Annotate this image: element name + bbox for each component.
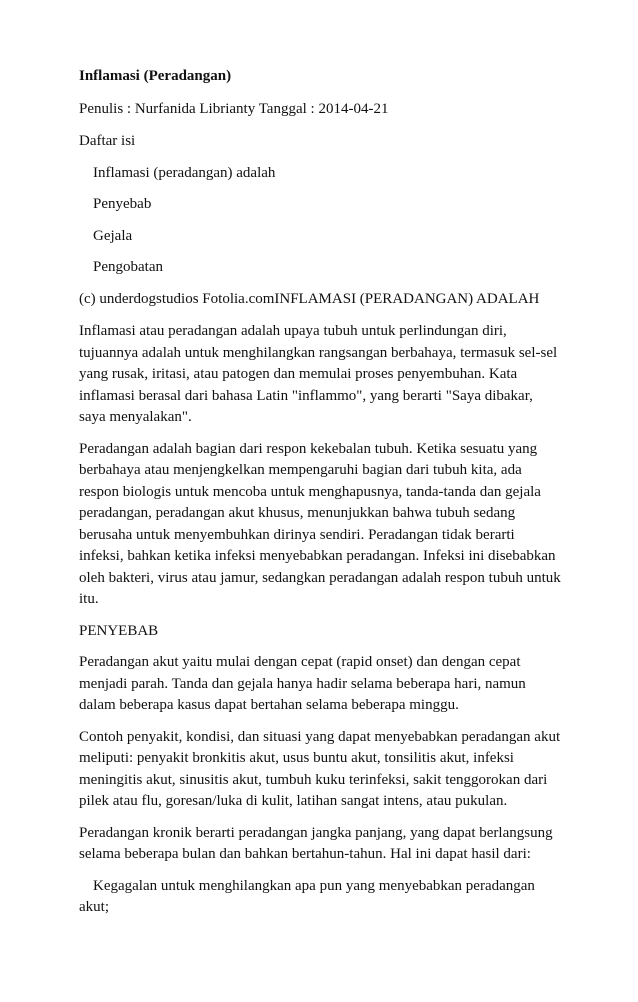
paragraph-line: oleh bakteri, virus atau jamur, sedangkan peradangan adalah respon tubuh untuk <box>79 569 561 586</box>
image-credit-heading-line: (c) underdogstudios Fotolia.comINFLAMASI (PERADANGAN) ADALAH <box>79 290 540 307</box>
paragraph-line: Contoh penyakit, kondisi, dan situasi yang dapat menyebabkan peradangan akut <box>79 728 561 745</box>
paragraph-line: selama beberapa bulan dan bahkan bertahun-tahun. Hal ini dapat hasil dari: <box>79 846 531 862</box>
paragraph-line: berbahaya atau menjengkelkan mempengaruhi bagian dari tubuh kita, ada <box>79 462 522 478</box>
paragraph-line: yang rusak, iritasi, atau patogen dan memulai proses penyembuhan. Kata <box>79 366 518 382</box>
paragraph-line: tujuannya adalah untuk menghilangkan rangsangan berbahaya, termasuk sel-sel <box>79 344 558 361</box>
paragraph-line: pilek atau flu, goresan/luka di kulit, latihan sangat intens, atau pukulan. <box>79 793 508 809</box>
paragraph-line: Peradangan akut yaitu mulai dengan cepat (rapid onset) dan dengan cepat <box>79 654 521 670</box>
paragraph-acute <box>79 652 568 717</box>
paragraph-line: saya menyalakan". <box>79 409 192 425</box>
paragraph-line: itu. <box>79 591 99 607</box>
paragraph-line: infeksi, bahkan ketika infeksi menyebabkan peradangan. Infeksi ini disebabkan <box>79 548 556 564</box>
section-heading-penyebab: PENYEBAB <box>79 622 159 639</box>
toc-item-definition[interactable]: Inflamasi (peradangan) adalah <box>93 164 276 181</box>
paragraph-line: menjadi parah. Tanda dan gejala hanya hadir selama beberapa hari, namun <box>79 675 526 692</box>
paragraph-line: meliputi: penyakit bronkitis akut, usus buntu akut, tonsilitis akut, infeksi <box>79 750 514 766</box>
paragraph-line: inflamasi berasal dari bahasa Latin "inflammo", yang berarti "Saya dibakar, <box>79 387 533 404</box>
paragraph-immune-response <box>79 439 568 611</box>
paragraph-line: dalam beberapa kasus dapat bertahan selama beberapa minggu. <box>79 697 459 713</box>
paragraph-line: meningitis akut, sinusitis akut, tumbuh kuku terinfeksi, sakit tenggorokan dari <box>79 771 548 788</box>
paragraph-line: Inflamasi atau peradangan adalah upaya tubuh untuk perlindungan diri, <box>79 323 507 339</box>
author-date-line: Penulis : Nurfanida Librianty Tanggal : 2014-04-21 <box>79 100 389 117</box>
paragraph-chronic <box>79 823 568 866</box>
paragraph-line: peradangan, peradangan akut khusus, menunjukkan bahwa tubuh sedang <box>79 505 516 521</box>
paragraph-chronic-cause-item <box>79 876 568 919</box>
paragraph-line: respon biologis untuk mencoba untuk menghapusnya, tanda-tanda dan gejala <box>79 483 541 500</box>
paragraph-line: Peradangan kronik berarti peradangan jangka panjang, yang dapat berlangsung <box>79 824 553 841</box>
paragraph-line: berusaha untuk menyembuhkan dirinya sendiri. Peradangan tidak berarti <box>79 526 515 543</box>
paragraph-line: Kegagalan untuk menghilangkan apa pun yang menyebabkan peradangan <box>93 877 535 894</box>
paragraph-line: Peradangan adalah bagian dari respon kekebalan tubuh. Ketika sesuatu yang <box>79 440 538 457</box>
toc-item-causes[interactable]: Penyebab <box>93 196 152 212</box>
paragraph-line: akut; <box>79 899 109 915</box>
paragraph-acute-examples <box>79 727 568 813</box>
paragraph-definition <box>79 321 568 429</box>
toc-item-symptoms[interactable]: Gejala <box>93 227 133 244</box>
document-title: Inflamasi (Peradangan) <box>79 68 232 84</box>
toc-item-treatment[interactable]: Pengobatan <box>93 259 163 275</box>
toc-heading: Daftar isi <box>79 133 136 149</box>
